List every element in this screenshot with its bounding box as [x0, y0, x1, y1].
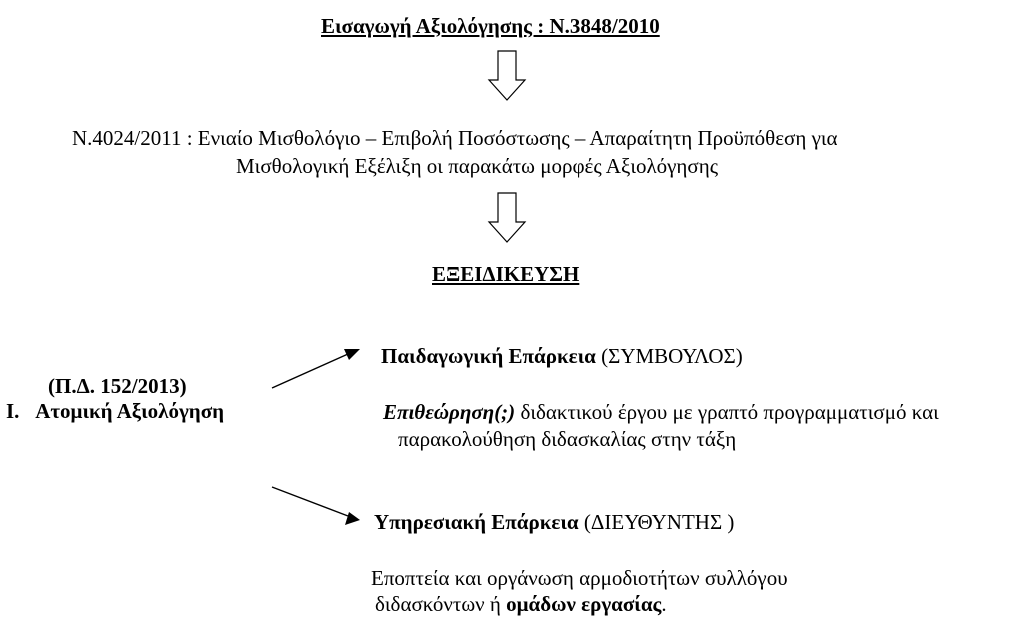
branch-arrow-bottom-line — [272, 487, 348, 516]
director-role: (ΔΙΕΥΘΥΝΤΗΣ ) — [583, 510, 735, 534]
work-groups-text: ομάδων εργασίας — [506, 592, 662, 616]
inspection-desc-rest: διδακτικού έργου με γραπτό προγραμματισμό και — [520, 400, 939, 424]
pedagogical-competence-title — [381, 346, 743, 367]
decree-reference: (Π.Δ. 152/2013) — [48, 374, 187, 398]
section-heading: ΕΞΕΙΔΙΚΕΥΣΗ — [432, 262, 580, 286]
supervision-desc-line-2 — [375, 594, 667, 615]
inspection-desc-line-1 — [383, 402, 939, 423]
diagram-title: Εισαγωγή Αξιολόγησης : Ν.3848/2010 — [321, 14, 660, 38]
branch-arrow-bottom-head — [345, 512, 360, 525]
inspection-lead: Επιθεώρηση(;) — [383, 400, 516, 424]
service-competence-title — [374, 512, 734, 533]
supervision-desc-line-1: Εποπτεία και οργάνωση αρμοδιοτήτων συλλόγου — [371, 566, 788, 590]
service-competence-label: Υπηρεσιακή Επάρκεια — [374, 510, 579, 534]
supervision-desc-end: . — [661, 592, 667, 616]
law-text-line-1: Ν.4024/2011 : Ενιαίο Μισθολόγιο – Επιβολή Ποσόστωσης – Απαραίτητη Προϋπόθεση για — [72, 126, 838, 150]
advisor-role: (ΣΥΜΒΟΥΛΟΣ) — [601, 344, 743, 368]
individual-evaluation-label: Ατομική Αξιολόγηση — [35, 399, 225, 423]
branch-arrow-top-line — [272, 354, 348, 388]
law-text-line-2: Μισθολογική Εξέλιξη οι παρακάτω μορφές Αξιολόγησης — [236, 154, 719, 178]
inspection-desc-line-2: παρακολούθηση διδασκαλίας στην τάξη — [398, 427, 737, 451]
supervision-desc-pre: διδασκόντων ή — [375, 592, 501, 616]
roman-numeral: I. — [6, 399, 20, 423]
pedagogical-competence-label: Παιδαγωγική Επάρκεια — [381, 344, 596, 368]
